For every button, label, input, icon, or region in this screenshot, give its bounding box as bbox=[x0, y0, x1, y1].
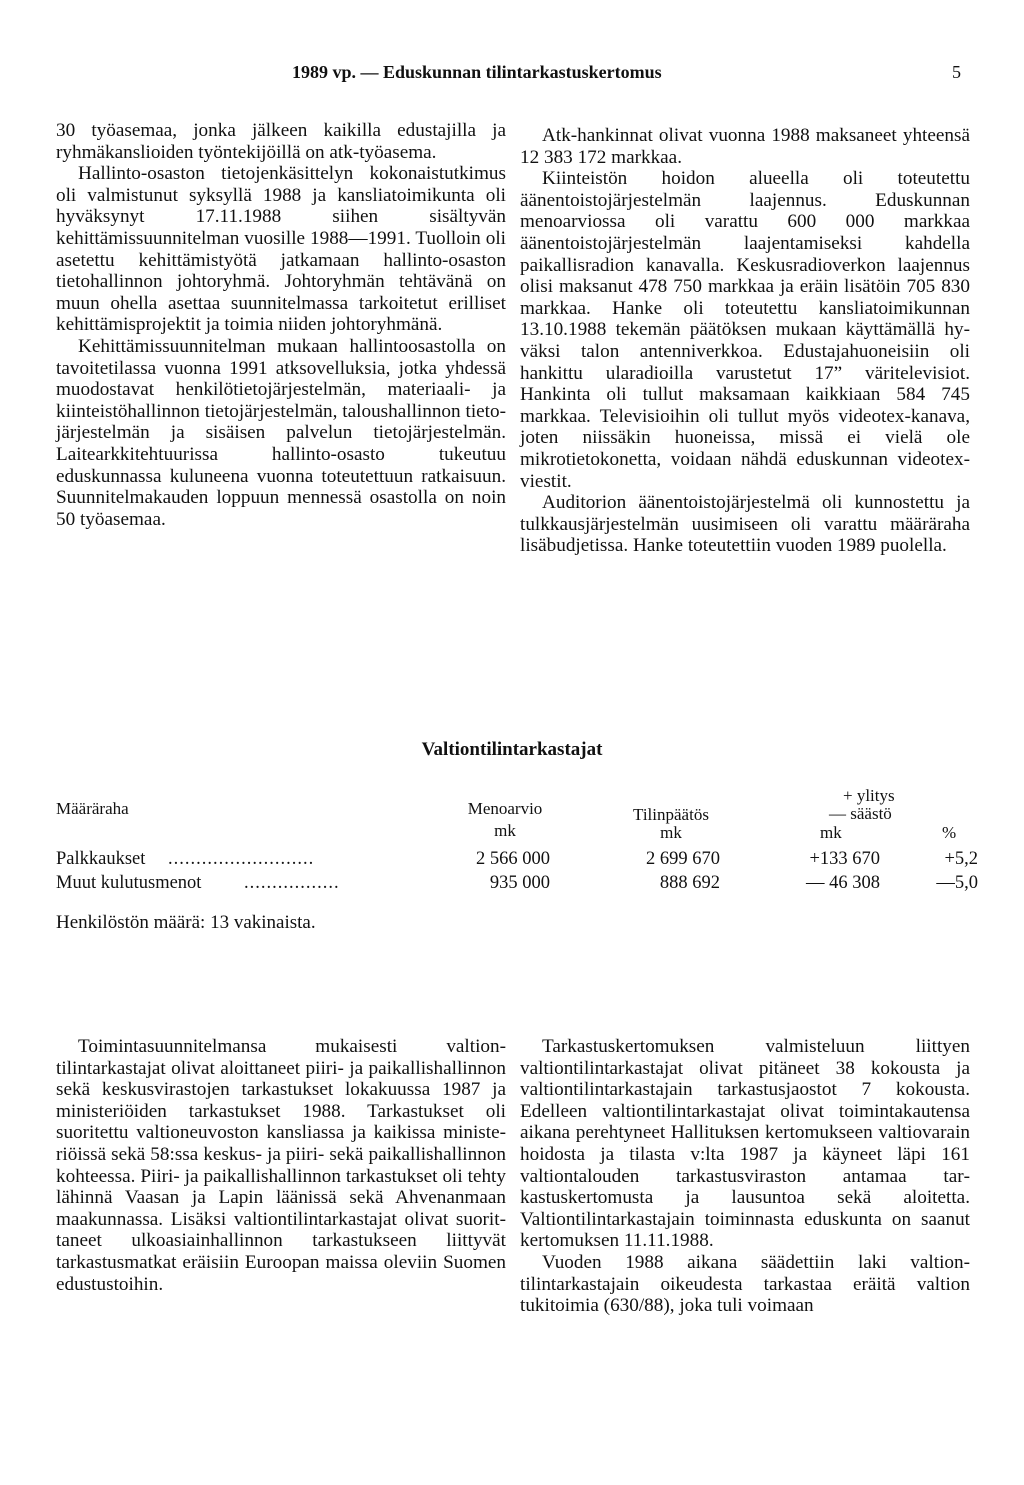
col-header-tilinpaatos-unit: mk bbox=[660, 823, 682, 842]
table-row-label: Palkkaukset bbox=[56, 849, 146, 869]
col-header-percent: % bbox=[942, 823, 957, 842]
table-cell-ylitys: +133 670 bbox=[809, 849, 880, 869]
top-left-column bbox=[56, 120, 506, 530]
leader-dots: .......................... bbox=[168, 849, 315, 869]
leader-dots: ................. bbox=[244, 873, 340, 893]
col-header-menoarvio: Menoarvio bbox=[467, 799, 543, 818]
table-cell-ylitys: — 46 308 bbox=[806, 873, 880, 893]
table-cell-menoarvio: 935 000 bbox=[489, 873, 550, 893]
paragraph: Hallinto-osaston tietojenkäsittelyn kokonaistutkimus oli valmistunut syksyllä 1988 ja kansliatoimikunta oli hyväksynyt 17.11.1988 siihen sisältyvän kehittämissuunnitelman vuosille 1988—1991. Tuolloin oli asetettu kehittämistyötä jatkamaan hallinto-osaston tietohallinnon johtoryhmä. Johtoryhmän tehtävänä on muun ohella asettaa suunnitelmassa tarkoitetut erilliset kehittämisprojektit ja toimia niiden johtoryhmänä. bbox=[56, 163, 506, 336]
col-header-maararaha: Määräraha bbox=[56, 799, 129, 818]
bottom-right-column bbox=[520, 1036, 970, 1317]
staff-count: Henkilöstön määrä: 13 vakinaista. bbox=[56, 912, 316, 933]
col-header-menoarvio-unit: mk bbox=[494, 821, 516, 840]
running-header bbox=[0, 62, 1024, 88]
table-cell-menoarvio: 2 566 000 bbox=[476, 849, 550, 869]
paragraph: Atk-hankinnat olivat vuonna 1988 maksaneet yhteensä 12 383 172 markkaa. bbox=[520, 125, 970, 168]
paragraph: 30 työasemaa, jonka jälkeen kaikilla edustajilla ja ryhmäkanslioiden työntekijöillä on atk-työasema. bbox=[56, 120, 506, 163]
top-right-column bbox=[520, 125, 970, 557]
table-cell-tilinpaatos: 2 699 670 bbox=[646, 849, 720, 869]
page-number: 5 bbox=[952, 62, 961, 82]
paragraph: Auditorion äänentoistojärjestelmä oli kunnostettu ja tulkkausjärjestelmän uusimiseen oli varattu määräraha lisäbudjetissa. Hanke toteutettiin vuoden 1989 puolella. bbox=[520, 492, 970, 557]
header-title: 1989 vp. — Eduskunnan tilintarkastuskertomus bbox=[292, 62, 662, 82]
table-cell-percent: +5,2 bbox=[944, 849, 978, 869]
table-cell-percent: —5,0 bbox=[936, 873, 978, 893]
bottom-left-column bbox=[56, 1036, 506, 1295]
table-cell-tilinpaatos: 888 692 bbox=[659, 873, 720, 893]
paragraph: Vuoden 1988 aikana säädettiin laki valtiontilintarkastajain oikeudesta tarkastaa eräitä valtion tukitoimia (630/88), joka tuli voimaan bbox=[520, 1251, 970, 1317]
col-header-tilinpaatos: Tilinpäätös bbox=[633, 805, 709, 824]
col-header-saasto: — säästö bbox=[829, 804, 892, 823]
col-header-ylitys: + ylitys bbox=[843, 786, 895, 805]
paragraph: Kehittämissuunnitelman mukaan hallintoosastolla on tavoitetilassa vuonna 1991 atksovelluksia, jotka yhdessä muodostavat henkilötietojärjestelmän, materiaali- ja kiinteistöhallinnon tietojärjestelmän, taloushallinnon tietojärjestelmän ja sisäisen palvelun tietojärjestelmän. Laitearkkitehtuurissa hallinto-osasto tukeutuu eduskunnassa kuluneena vuonna toteutettuun ratkaisuun. Suunnitelmakauden loppuun mennessä osastolla on noin 50 työasemaa. bbox=[56, 335, 506, 530]
paragraph: Toimintasuunnitelmansa mukaisesti valtiontilintarkastajat olivat aloittaneet piiri- ja paikallishallinnon sekä keskusvirastojen tarkastukset lokakuussa 1987 ja ministeriöiden tarkastukset 1988. Tarkastukset oli suoritettu valtioneuvoston kansliassa ja kaikissa ministeriöissä sekä 58:ssa keskus- ja piiri- sekä paikallishallinnon kohteessa. Piiri- ja paikallishallinnon tarkastukset oli tehty lähinnä Vaasan ja Lapin läänissä sekä Ahvenanmaan maakunnassa. Lisäksi valtiontilintarkastajat olivat suorittaneet ulkoasiainhallinnon tarkastukseen liittyvät tarkastusmatkat eräisiin Euroopan maissa oleviin Suomen edustustoihin. bbox=[56, 1036, 506, 1295]
paragraph: Tarkastuskertomuksen valmisteluun liittyen valtiontilintarkastajat olivat pitäneet 38 kokousta ja valtiontilintarkastajain tarkastusjaostot 7 kokousta. Edelleen valtiontilintarkastajat olivat toimintakautensa aikana perehtyneet Hallituksen kertomukseen valtiovarain hoidosta ja tilasta v:lta 1987 ja käyneet läpi 161 valtiontalouden tarkastusviraston antamaa tarkastuskertomusta ja lausuntoa sekä aloitetta. Valtiontilintarkastajain toiminnasta eduskunta on saanut kertomuksen 11.11.1988. bbox=[520, 1036, 970, 1252]
paragraph: Kiinteistön hoidon alueella oli toteutettu äänentoistojärjestelmän laajennus. Eduskunnan menoarviossa oli varattu 600 000 markkaa äänentoistojärjestelmän laajentamiseksi kahdella paikallisradion kanavalla. Keskusradioverkon laajennus olisi maksanut 478 750 markkaa ja eräin lisätöin 705 830 markkaa. Hanke oli toteutettu kansliatoimikunnan 13.10.1988 tekemän päätöksen mukaan käyttämällä hyväksi talon antenniverkkoa. Edustajahuoneisiin oli hankittu ularadioilla varustetut 17” väritelevisiot. Hankinta oli tullut maksamaan kaikkiaan 584 745 markkaa. Televisioihin oli tullut myös videotex-kanava, joten niissäkin huoneissa, missä ei vielä ole mikrotietokonetta, voidaan nähdä eduskunnan videotex-viestit. bbox=[520, 168, 970, 492]
col-header-ylitys-unit: mk bbox=[820, 823, 842, 842]
table-row-label: Muut kulutusmenot bbox=[56, 873, 202, 893]
section-heading: Valtiontilintarkastajat bbox=[421, 739, 603, 760]
